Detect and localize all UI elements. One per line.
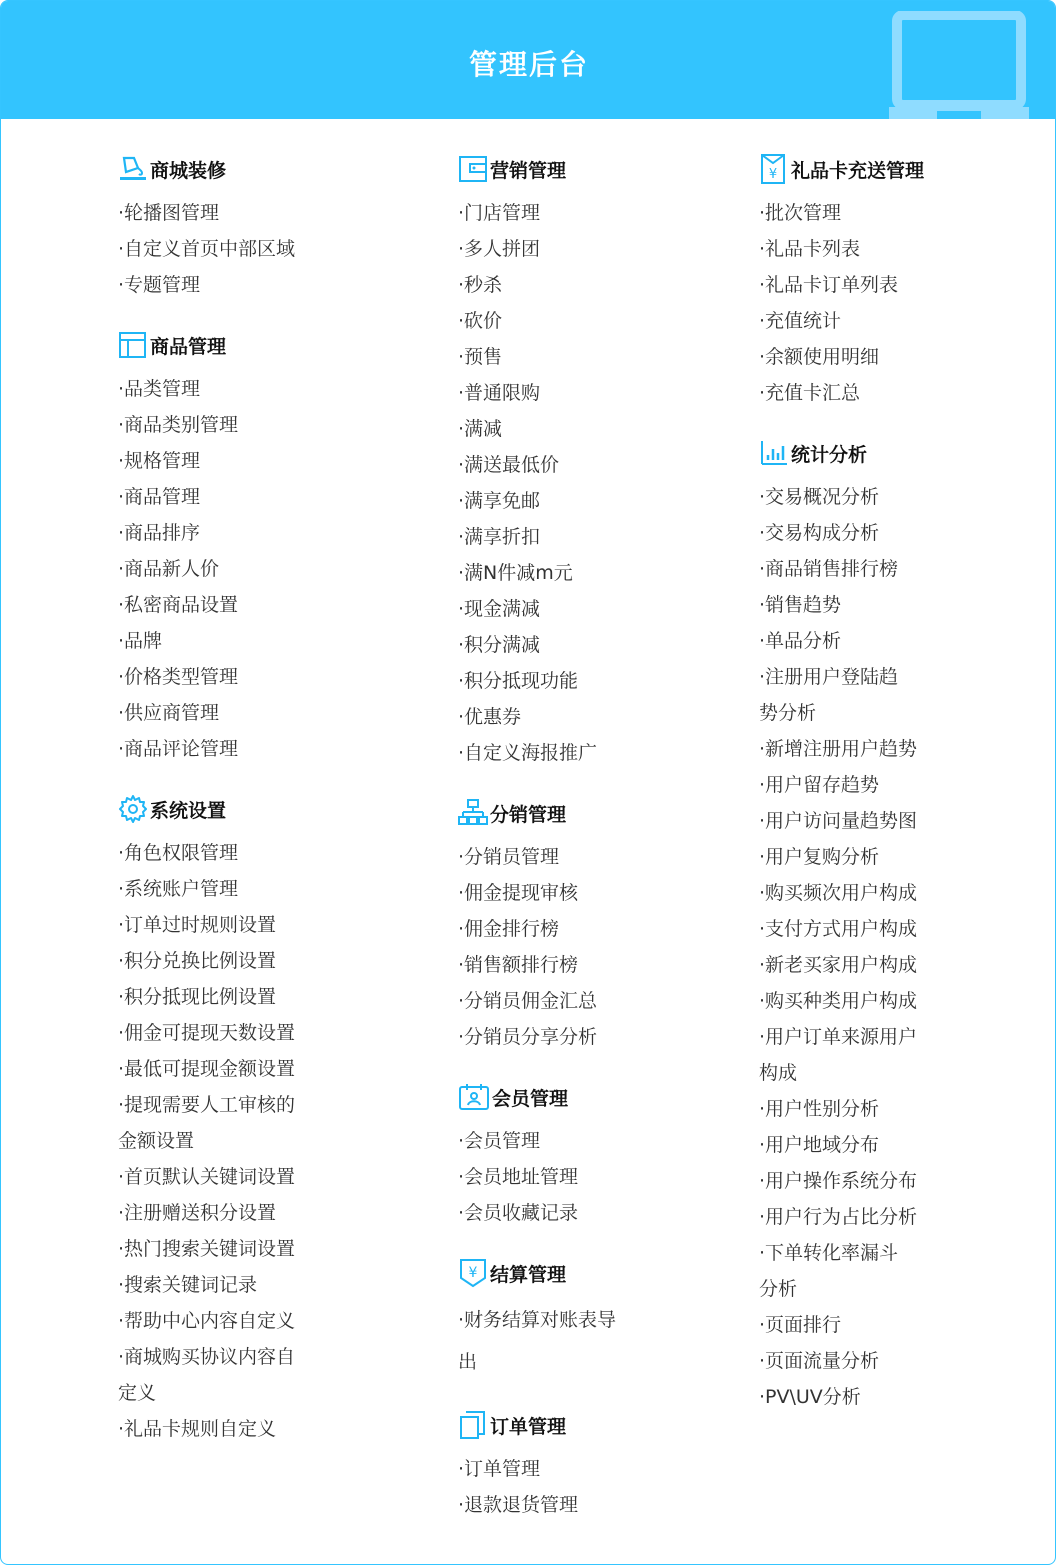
section-marketing xyxy=(458,149,673,771)
section-system-settings xyxy=(118,789,333,1447)
list-item[interactable]: ·佣金提现审核 xyxy=(458,882,579,904)
section-title: 营销管理 xyxy=(490,159,567,182)
list-item[interactable]: ·礼品卡列表 xyxy=(759,238,861,260)
svg-text:¥: ¥ xyxy=(468,1265,478,1281)
list-item[interactable]: ·新老买家用户构成 xyxy=(759,954,918,976)
list-item[interactable]: ·积分抵现功能 xyxy=(458,670,579,692)
section-header[interactable] xyxy=(118,149,333,189)
section-title: 结算管理 xyxy=(490,1263,567,1286)
list-item[interactable]: ·PV\UV分析 xyxy=(759,1386,861,1408)
list-item[interactable]: ·礼品卡订单列表 xyxy=(759,274,899,296)
document-icon xyxy=(458,1410,488,1440)
list-item[interactable]: ·积分抵现比例设置 xyxy=(118,986,277,1008)
section-settlement xyxy=(458,1253,673,1383)
section-header[interactable] xyxy=(759,149,974,189)
list-item[interactable]: ·系统账户管理 xyxy=(118,878,239,900)
section-header[interactable] xyxy=(458,149,673,189)
list-item[interactable]: ·搜索关键词记录 xyxy=(118,1274,258,1296)
section-distribution xyxy=(458,793,673,1055)
list-item[interactable]: ·分销员管理 xyxy=(458,846,560,868)
list-item[interactable]: ·供应商管理 xyxy=(118,702,220,724)
list-item[interactable]: ·佣金可提现天数设置 xyxy=(118,1022,296,1044)
list-item[interactable]: ·用户留存趋势 xyxy=(759,774,880,796)
list-item[interactable]: ·批次管理 xyxy=(759,202,842,224)
list-item[interactable]: ·会员地址管理 xyxy=(458,1166,579,1188)
column-3 xyxy=(759,149,974,1437)
section-header[interactable] xyxy=(118,789,333,829)
list-item[interactable]: ·商城购买协议内容自定义 xyxy=(118,1346,296,1404)
list-item[interactable]: ·价格类型管理 xyxy=(118,666,239,688)
section-gift-cards xyxy=(759,149,974,411)
hierarchy-icon xyxy=(458,798,488,828)
list-item[interactable]: ·品牌 xyxy=(118,630,163,652)
section-title: 礼品卡充送管理 xyxy=(791,159,925,182)
list-item[interactable]: ·轮播图管理 xyxy=(118,202,220,224)
section-header[interactable] xyxy=(458,1405,673,1445)
section-header[interactable] xyxy=(118,325,333,365)
gear-icon xyxy=(118,794,148,824)
list-item[interactable]: ·商品类别管理 xyxy=(118,414,239,436)
list-item[interactable]: ·门店管理 xyxy=(458,202,541,224)
list-item[interactable]: ·预售 xyxy=(458,346,503,368)
list-item[interactable]: ·注册用户登陆趋势分析 xyxy=(759,666,899,724)
list-item[interactable]: ·订单过时规则设置 xyxy=(118,914,277,936)
list-item[interactable]: ·页面排行 xyxy=(759,1314,842,1336)
list-item[interactable]: ·角色权限管理 xyxy=(118,842,239,864)
list-item[interactable]: ·用户操作系统分布 xyxy=(759,1170,918,1192)
list-item[interactable]: ·页面流量分析 xyxy=(759,1350,880,1372)
paint-bucket-icon xyxy=(118,154,148,184)
list-item[interactable]: ·专题管理 xyxy=(118,274,201,296)
list-item[interactable]: ·帮助中心内容自定义 xyxy=(118,1310,296,1332)
column-2 xyxy=(458,149,673,1545)
list-item[interactable]: ·最低可提现金额设置 xyxy=(118,1058,296,1080)
list-item[interactable]: ·优惠券 xyxy=(458,706,522,728)
section-product-management xyxy=(118,325,333,767)
list-item[interactable]: ·会员管理 xyxy=(458,1130,541,1152)
section-store-decoration xyxy=(118,149,333,303)
list-item[interactable]: ·下单转化率漏斗分析 xyxy=(759,1242,899,1300)
list-item[interactable]: ·商品销售排行榜 xyxy=(759,558,899,580)
list-item[interactable]: ·退款退货管理 xyxy=(458,1494,579,1516)
section-title: 会员管理 xyxy=(492,1087,569,1110)
list-item[interactable]: ·自定义海报推广 xyxy=(458,742,598,764)
list-item[interactable]: ·提现需要人工审核的金额设置 xyxy=(118,1094,296,1152)
list-item[interactable]: ·首页默认关键词设置 xyxy=(118,1166,296,1188)
svg-text:¥: ¥ xyxy=(768,167,778,182)
list-item[interactable]: ·秒杀 xyxy=(458,274,503,296)
list-item[interactable]: ·用户地域分布 xyxy=(759,1134,880,1156)
list-item[interactable]: ·充值卡汇总 xyxy=(759,382,861,404)
bar-chart-icon xyxy=(759,438,789,468)
section-title: 统计分析 xyxy=(791,443,868,466)
list-item[interactable]: ·分销员佣金汇总 xyxy=(458,990,598,1012)
list-item[interactable]: ·新增注册用户趋势 xyxy=(759,738,918,760)
section-header[interactable] xyxy=(458,1077,673,1117)
section-header[interactable] xyxy=(759,433,974,473)
section-title: 商城装修 xyxy=(150,159,227,182)
list-item[interactable]: ·余额使用明细 xyxy=(759,346,880,368)
member-card-icon xyxy=(458,1082,490,1112)
section-header[interactable] xyxy=(458,1253,673,1293)
list-item[interactable]: ·用户行为占比分析 xyxy=(759,1206,918,1228)
list-item[interactable]: ·支付方式用户构成 xyxy=(759,918,918,940)
header-bar xyxy=(1,1,1056,119)
list-item[interactable]: ·订单管理 xyxy=(458,1458,541,1480)
list-item[interactable]: ·自定义首页中部区域 xyxy=(118,238,296,260)
list-item[interactable]: ·充值统计 xyxy=(759,310,842,332)
monitor-icon xyxy=(885,11,1035,119)
list-item[interactable]: ·规格管理 xyxy=(118,450,201,472)
list-item[interactable]: ·普通限购 xyxy=(458,382,541,404)
list-item[interactable]: ·用户性别分析 xyxy=(759,1098,880,1120)
column-1 xyxy=(118,149,333,1469)
section-orders xyxy=(458,1405,673,1523)
section-title: 商品管理 xyxy=(150,335,227,358)
section-members xyxy=(458,1077,673,1231)
page-title: 管理后台 xyxy=(468,48,589,81)
list-item[interactable]: ·用户访问量趋势图 xyxy=(759,810,918,832)
list-item[interactable]: ·购买种类用户构成 xyxy=(759,990,918,1012)
layout-icon xyxy=(118,330,148,360)
list-item[interactable]: ·积分兑换比例设置 xyxy=(118,950,277,972)
list-item[interactable]: ·分销员分享分析 xyxy=(458,1026,598,1048)
list-item[interactable]: ·商品排序 xyxy=(118,522,201,544)
section-title: 订单管理 xyxy=(490,1415,567,1438)
list-item[interactable]: ·品类管理 xyxy=(118,378,201,400)
list-item[interactable]: ·注册赠送积分设置 xyxy=(118,1202,277,1224)
list-item[interactable]: ·砍价 xyxy=(458,310,503,332)
section-title: 分销管理 xyxy=(490,803,567,826)
list-item[interactable]: ·满减 xyxy=(458,418,503,440)
list-item[interactable]: ·用户订单来源用户构成 xyxy=(759,1026,918,1084)
yen-shield-icon xyxy=(458,1258,488,1288)
list-item[interactable]: ·用户复购分析 xyxy=(759,846,880,868)
list-item[interactable]: ·交易构成分析 xyxy=(759,522,880,544)
list-item[interactable]: ·销售趋势 xyxy=(759,594,842,616)
list-item[interactable]: ·佣金排行榜 xyxy=(458,918,560,940)
list-item[interactable]: ·满享折扣 xyxy=(458,526,541,548)
list-item[interactable]: ·满送最低价 xyxy=(458,454,560,476)
list-item[interactable]: ·满享免邮 xyxy=(458,490,541,512)
list-item[interactable]: ·热门搜索关键词设置 xyxy=(118,1238,296,1260)
gift-card-icon xyxy=(759,153,789,185)
list-item[interactable]: ·商品管理 xyxy=(118,486,201,508)
list-item[interactable]: ·礼品卡规则自定义 xyxy=(118,1418,277,1440)
list-item[interactable]: ·销售额排行榜 xyxy=(458,954,579,976)
list-item[interactable]: ·交易概况分析 xyxy=(759,486,880,508)
list-item[interactable]: ·财务结算对账表导出 xyxy=(458,1309,617,1373)
section-header[interactable] xyxy=(458,793,673,833)
list-item[interactable]: ·购买频次用户构成 xyxy=(759,882,918,904)
list-item[interactable]: ·商品新人价 xyxy=(118,558,220,580)
section-title: 系统设置 xyxy=(150,799,227,822)
wallet-icon xyxy=(458,154,488,184)
list-item[interactable]: ·现金满减 xyxy=(458,598,541,620)
list-item[interactable]: ·会员收藏记录 xyxy=(458,1202,579,1224)
list-item[interactable]: ·满N件减m元 xyxy=(458,562,573,584)
list-item[interactable]: ·单品分析 xyxy=(759,630,842,652)
list-item[interactable]: ·积分满减 xyxy=(458,634,541,656)
section-statistics xyxy=(759,433,974,1415)
list-item[interactable]: ·多人拼团 xyxy=(458,238,541,260)
list-item[interactable]: ·商品评论管理 xyxy=(118,738,239,760)
list-item[interactable]: ·私密商品设置 xyxy=(118,594,239,616)
